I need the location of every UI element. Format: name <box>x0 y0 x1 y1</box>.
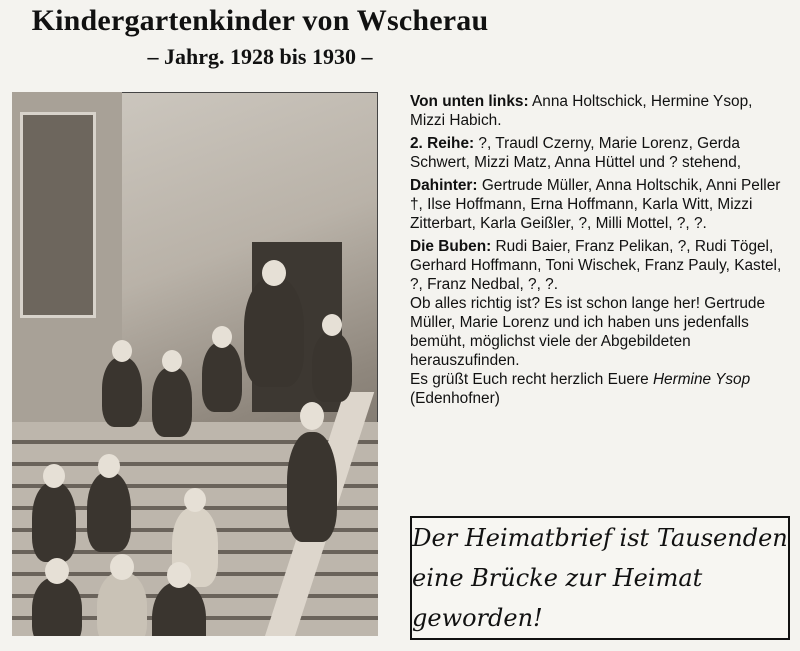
photo-child <box>312 332 352 402</box>
photo-child-face <box>322 314 342 336</box>
photo-child <box>97 572 147 636</box>
caption-row-boys: Die Buben: Rudi Baier, Franz Pelikan, ?, Rudi Tögel, Gerhard Hoffmann, Toni Wischek, Franz Pauly, Kastel, ?, Franz Nedbal, ?, ?. Ob alles richtig ist? Es ist schon lange her! Gertrude Müller, Marie Lorenz und ich haben uns jedenfalls bemüht, möglichst viele der Abgebildeten herauszufinden. Es grüßt Euch recht herzlich Euere Hermine Ysop (Edenhofner) <box>410 238 782 407</box>
banner-line-2: eine Brücke zur Heimat geworden! <box>412 564 703 632</box>
photo-child-face <box>45 558 69 584</box>
caption-row-front: Von unten links: Anna Holtschick, Hermine Ysop, Mizzi Habich. <box>410 93 753 129</box>
photo-child-face <box>43 464 65 488</box>
photo-child-face <box>167 562 191 588</box>
banner-line-1: Der Heimatbrief ist Tausenden <box>412 524 788 552</box>
photo-child-face <box>300 402 324 430</box>
page-subtitle: – Jahrg. 1928 bis 1930 – <box>147 44 373 69</box>
photo-child-face <box>162 350 182 372</box>
page-title: Kindergartenkinder von Wscherau <box>31 4 489 37</box>
heimatbrief-banner <box>410 516 790 640</box>
photo-child <box>32 482 76 562</box>
photo-child <box>87 472 131 552</box>
caption-greeting: Es grüßt Euch recht herzlich Euere Hermine Ysop (Edenhofner) <box>410 371 751 407</box>
photo-teacher <box>244 277 304 387</box>
photo-child-face <box>110 554 134 580</box>
photo-child-face <box>112 340 132 362</box>
photo-child-face <box>98 454 120 478</box>
photo-caption <box>410 92 790 412</box>
caption-row-second: 2. Reihe: ?, Traudl Czerny, Marie Lorenz, Gerda Schwert, Mizzi Matz, Anna Hüttel und ? stehend, <box>410 135 742 171</box>
photo-teacher-face <box>262 260 286 286</box>
photo-child <box>152 367 192 437</box>
photo-window <box>20 112 96 318</box>
photo-child <box>102 357 142 427</box>
caption-row-behind: Dahinter: Gertrude Müller, Anna Holtschik, Anni Peller †, Ilse Hoffmann, Erna Hoffmann, Karla Witt, Mizzi Zitterbart, Karla Geißler, ?, Milli Mottel, ?, ?. <box>410 177 781 232</box>
caption-note: Ob alles richtig ist? Es ist schon lange her! Gertrude Müller, Marie Lorenz und ich haben uns jedenfalls bemüht, möglichst viele der Abgebildeten herauszufinden. <box>410 295 766 369</box>
photo-child <box>287 432 337 542</box>
photo-child <box>32 577 82 636</box>
photo-child <box>202 342 242 412</box>
photo-child-face <box>184 488 206 512</box>
photo-child-face <box>212 326 232 348</box>
group-photo <box>12 92 378 636</box>
